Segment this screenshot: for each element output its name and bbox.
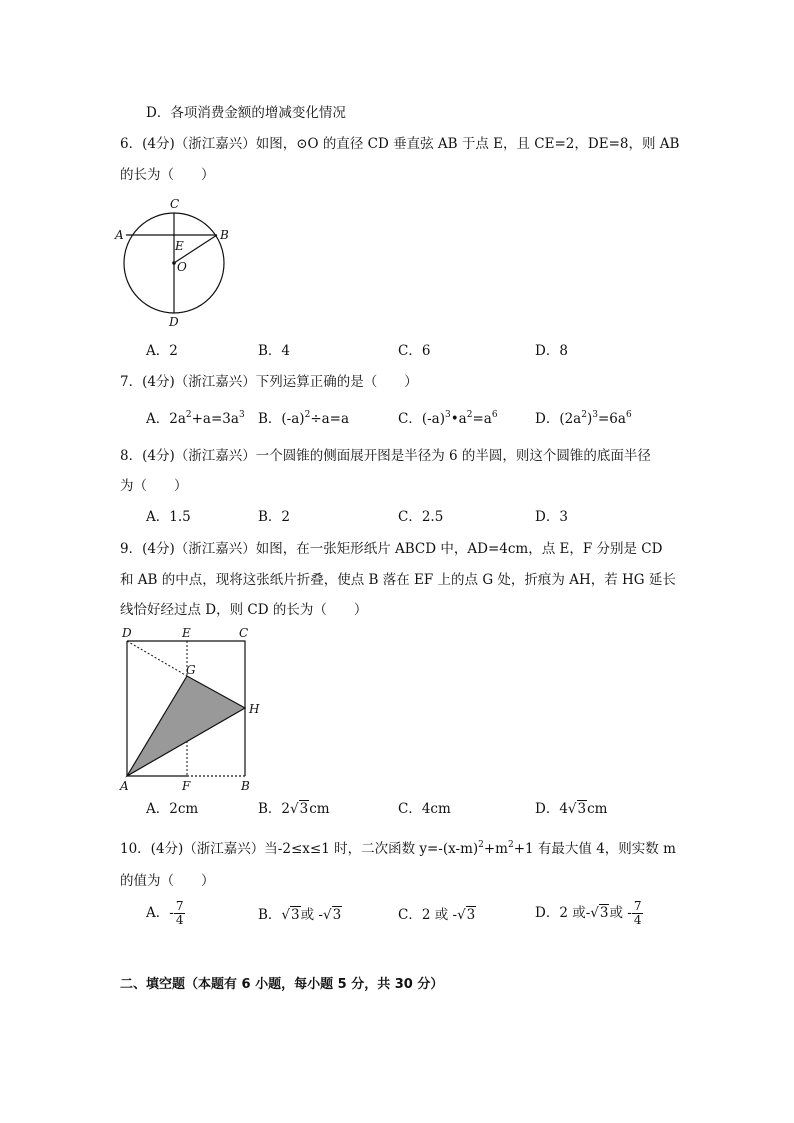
q9-label-d: D (122, 626, 132, 640)
q9-option-c: C．4cm (398, 801, 451, 817)
q9-label-g: G (186, 663, 196, 677)
q6-stem-line1: 6．(4分)（浙江嘉兴）如图，⊙O 的直径 CD 垂直弦 AB 于点 E，且 CE=2，DE=8，则 AB (120, 136, 680, 152)
q6-label-d: D (169, 315, 179, 329)
section-2-title: 二、填空题（本题有 6 小题，每小题 5 分，共 30 分） (120, 977, 444, 992)
q9-option-d: D．4√3cm (535, 801, 608, 817)
q5-option-d: D．各项消费金额的增减变化情况 (146, 105, 346, 121)
q9-stem-line3: 线恰好经过点 D，则 CD 的长为（ ） (120, 602, 368, 618)
q6-option-b: B．4 (258, 343, 291, 359)
q6-option-d: D．8 (535, 343, 568, 359)
q6-label-b: B (220, 228, 229, 242)
q9-label-h: H (249, 702, 260, 716)
q9-label-b: B (241, 779, 250, 793)
q6-label-e: E (175, 239, 184, 253)
q9-option-a: A．2cm (146, 801, 199, 817)
q6-circle-figure (112, 192, 242, 332)
q9-label-c: C (239, 626, 249, 640)
q6-label-a: A (115, 228, 124, 242)
q8-option-b: B．2 (258, 509, 291, 525)
q10-option-d: D．2 或-√3或 - $\frac{7}{4}$ (535, 899, 642, 927)
q9-label-e: E (182, 626, 191, 640)
q10-stem-line1: 10．(4分)（浙江嘉兴）当-2≤x≤1 时，二次函数 $y=-(x-m)^2+m^2+1$ 有最大值 4，则实数 m (120, 840, 676, 857)
q7-option-a: A．$2a^2+a=3a^3$ (146, 410, 245, 427)
q6-label-c: C (170, 197, 180, 211)
q9-rectangle-figure (112, 624, 272, 796)
q10-stem-line2: 的值为（ ） (120, 873, 215, 889)
q9-stem-line2: 和 AB 的中点，现将这张纸片折叠，使点 B 落在 EF 上的点 G 处，折痕为 AH，若 HG 延长 (120, 572, 676, 588)
q8-option-d: D．3 (535, 509, 568, 525)
q6-option-c: C．6 (398, 343, 431, 359)
q10-option-a: A．- $\frac{7}{4}$ (146, 899, 184, 927)
q10-option-b: B．√3或 -√3 (258, 907, 342, 923)
q9-stem-line1: 9．(4分)（浙江嘉兴）如图，在一张矩形纸片 ABCD 中，AD=4cm，点 E，F 分别是 CD (120, 541, 663, 557)
q9-option-b: B．2√3cm (258, 801, 330, 817)
q9-label-f: F (182, 779, 191, 793)
q8-stem-line2: 为（ ） (120, 478, 188, 494)
q10-option-c: C．2 或 -√3 (398, 907, 476, 923)
q8-stem-line1: 8．(4分)（浙江嘉兴）一个圆锥的侧面展开图是半径为 6 的半圆，则这个圆锥的底面半径 (120, 448, 651, 464)
q7-option-b: B．$(-a)^2\div a=a$ (258, 410, 350, 427)
q7-option-c: C．$(-a)^3•a^2=a^6$ (398, 410, 498, 427)
q7-option-d: D．$(2a^2)^3=6a^6$ (535, 410, 632, 427)
q7-stem: 7．(4分)（浙江嘉兴）下列运算正确的是（ ） (120, 374, 418, 390)
q8-option-a: A．1.5 (146, 509, 191, 525)
q6-label-o: O (177, 260, 187, 274)
q6-option-a: A．2 (146, 343, 178, 359)
q8-option-c: C．2.5 (398, 509, 444, 525)
q9-label-a: A (120, 779, 129, 793)
q6-stem-line2: 的长为（ ） (120, 167, 215, 183)
